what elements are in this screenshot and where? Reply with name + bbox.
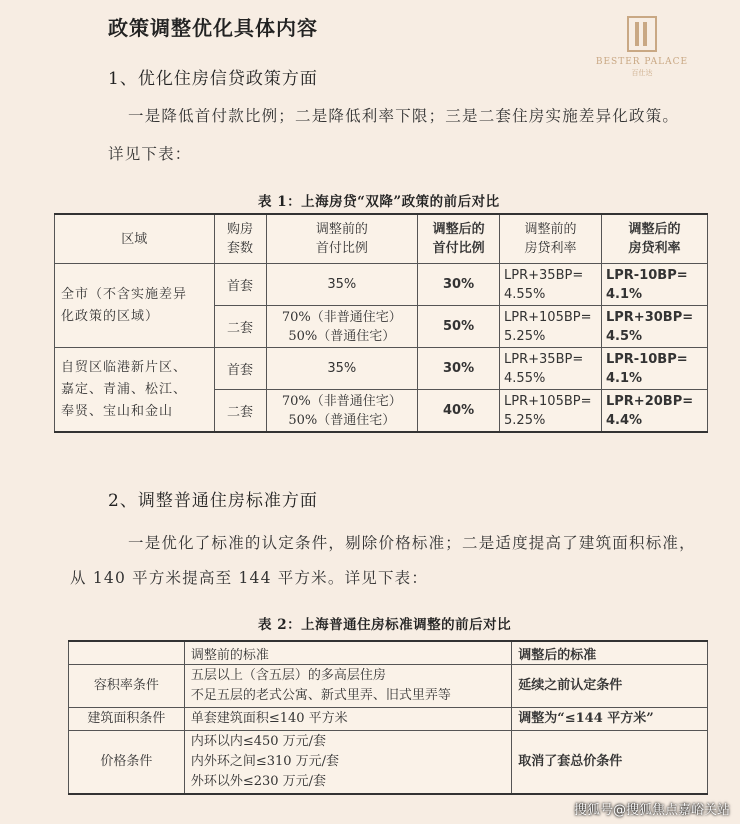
watermark: 搜狐号@搜狐焦点嘉峪关站 [573,803,730,818]
table-row [55,348,708,390]
header-before: 调整前的标准 [184,641,511,665]
section2-para-line1: 一是优化了标准的认定条件，剔除价格标准；二是适度提高了建筑面积标准， [128,534,696,552]
section1-heading: 1、优化住房信贷政策方面 [108,69,318,89]
after-standard: 取消了套总价条件 [512,731,708,795]
down-after: 30% [418,348,500,390]
region-cell: 自贸区临港新片区、 嘉定、青浦、松江、 奉贤、宝山和金山 [55,348,215,433]
condition-label: 建筑面积条件 [69,708,185,731]
table-row [69,708,708,731]
rate-before: LPR+35BP= 4.55% [500,348,602,390]
table1 [54,213,708,433]
down-before: 35% [266,264,418,306]
purchase-type: 二套 [214,306,266,348]
rate-after: LPR-10BP= 4.1% [601,348,707,390]
down-after: 50% [418,306,500,348]
header-purchase: 购房 套数 [214,214,266,264]
down-after: 40% [418,390,500,433]
down-before: 70%（非普通住宅） 50%（普通住宅） [266,306,418,348]
table-row [69,731,708,795]
rate-before: LPR+105BP= 5.25% [500,306,602,348]
building-logo-icon [627,16,657,52]
section1-para-line2: 详见下表： [108,145,192,163]
rate-before: LPR+105BP= 5.25% [500,390,602,433]
header-down-before: 调整前的 首付比例 [266,214,418,264]
condition-label: 容积率条件 [69,665,185,708]
after-standard: 调整为“≤144 平方米” [512,708,708,731]
section2-para-line2: 从 140 平方米提高至 144 平方米。详见下表： [70,569,429,587]
header-down-after: 调整后的 首付比例 [418,214,500,264]
table-row [55,264,708,306]
section2-heading: 2、调整普通住房标准方面 [108,491,318,511]
logo-name: BESTER PALACE [595,57,689,67]
page-title: 政策调整优化具体内容 [108,16,318,40]
purchase-type: 首套 [214,348,266,390]
before-standard: 单套建筑面积≤140 平方米 [184,708,511,731]
section1-para-line1: 一是降低首付款比例；二是降低利率下限；三是二套住房实施差异化政策。 [128,107,680,125]
before-standard: 五层以上（含五层）的多高层住房 不足五层的老式公寓、新式里弄、旧式里弄等 [184,665,511,708]
down-before: 35% [266,348,418,390]
purchase-type: 二套 [214,390,266,433]
table2 [68,640,708,795]
brand-logo [592,16,692,78]
rate-after: LPR-10BP= 4.1% [601,264,707,306]
table1-header-row [55,214,708,264]
purchase-type: 首套 [214,264,266,306]
before-standard: 内环以内≤450 万元/套 内外环之间≤310 万元/套 外环以外≤230 万元/套 [184,731,511,795]
table1-caption: 表 1：上海房贷“双降”政策的前后对比 [258,194,500,210]
table2-header-row [69,641,708,665]
header-blank [69,641,185,665]
rate-after: LPR+30BP= 4.5% [601,306,707,348]
header-rate-after: 调整后的 房贷利率 [601,214,707,264]
region-cell: 全市（不含实施差异 化政策的区域） [55,264,215,348]
logo-subname: 百仕达 [631,69,653,77]
rate-before: LPR+35BP= 4.55% [500,264,602,306]
down-before: 70%（非普通住宅） 50%（普通住宅） [266,390,418,433]
header-rate-before: 调整前的 房贷利率 [500,214,602,264]
down-after: 30% [418,264,500,306]
header-region: 区域 [55,214,215,264]
table-row [69,665,708,708]
condition-label: 价格条件 [69,731,185,795]
after-standard: 延续之前认定条件 [512,665,708,708]
table2-caption: 表 2：上海普通住房标准调整的前后对比 [258,617,512,633]
header-after: 调整后的标准 [512,641,708,665]
rate-after: LPR+20BP= 4.4% [601,390,707,433]
